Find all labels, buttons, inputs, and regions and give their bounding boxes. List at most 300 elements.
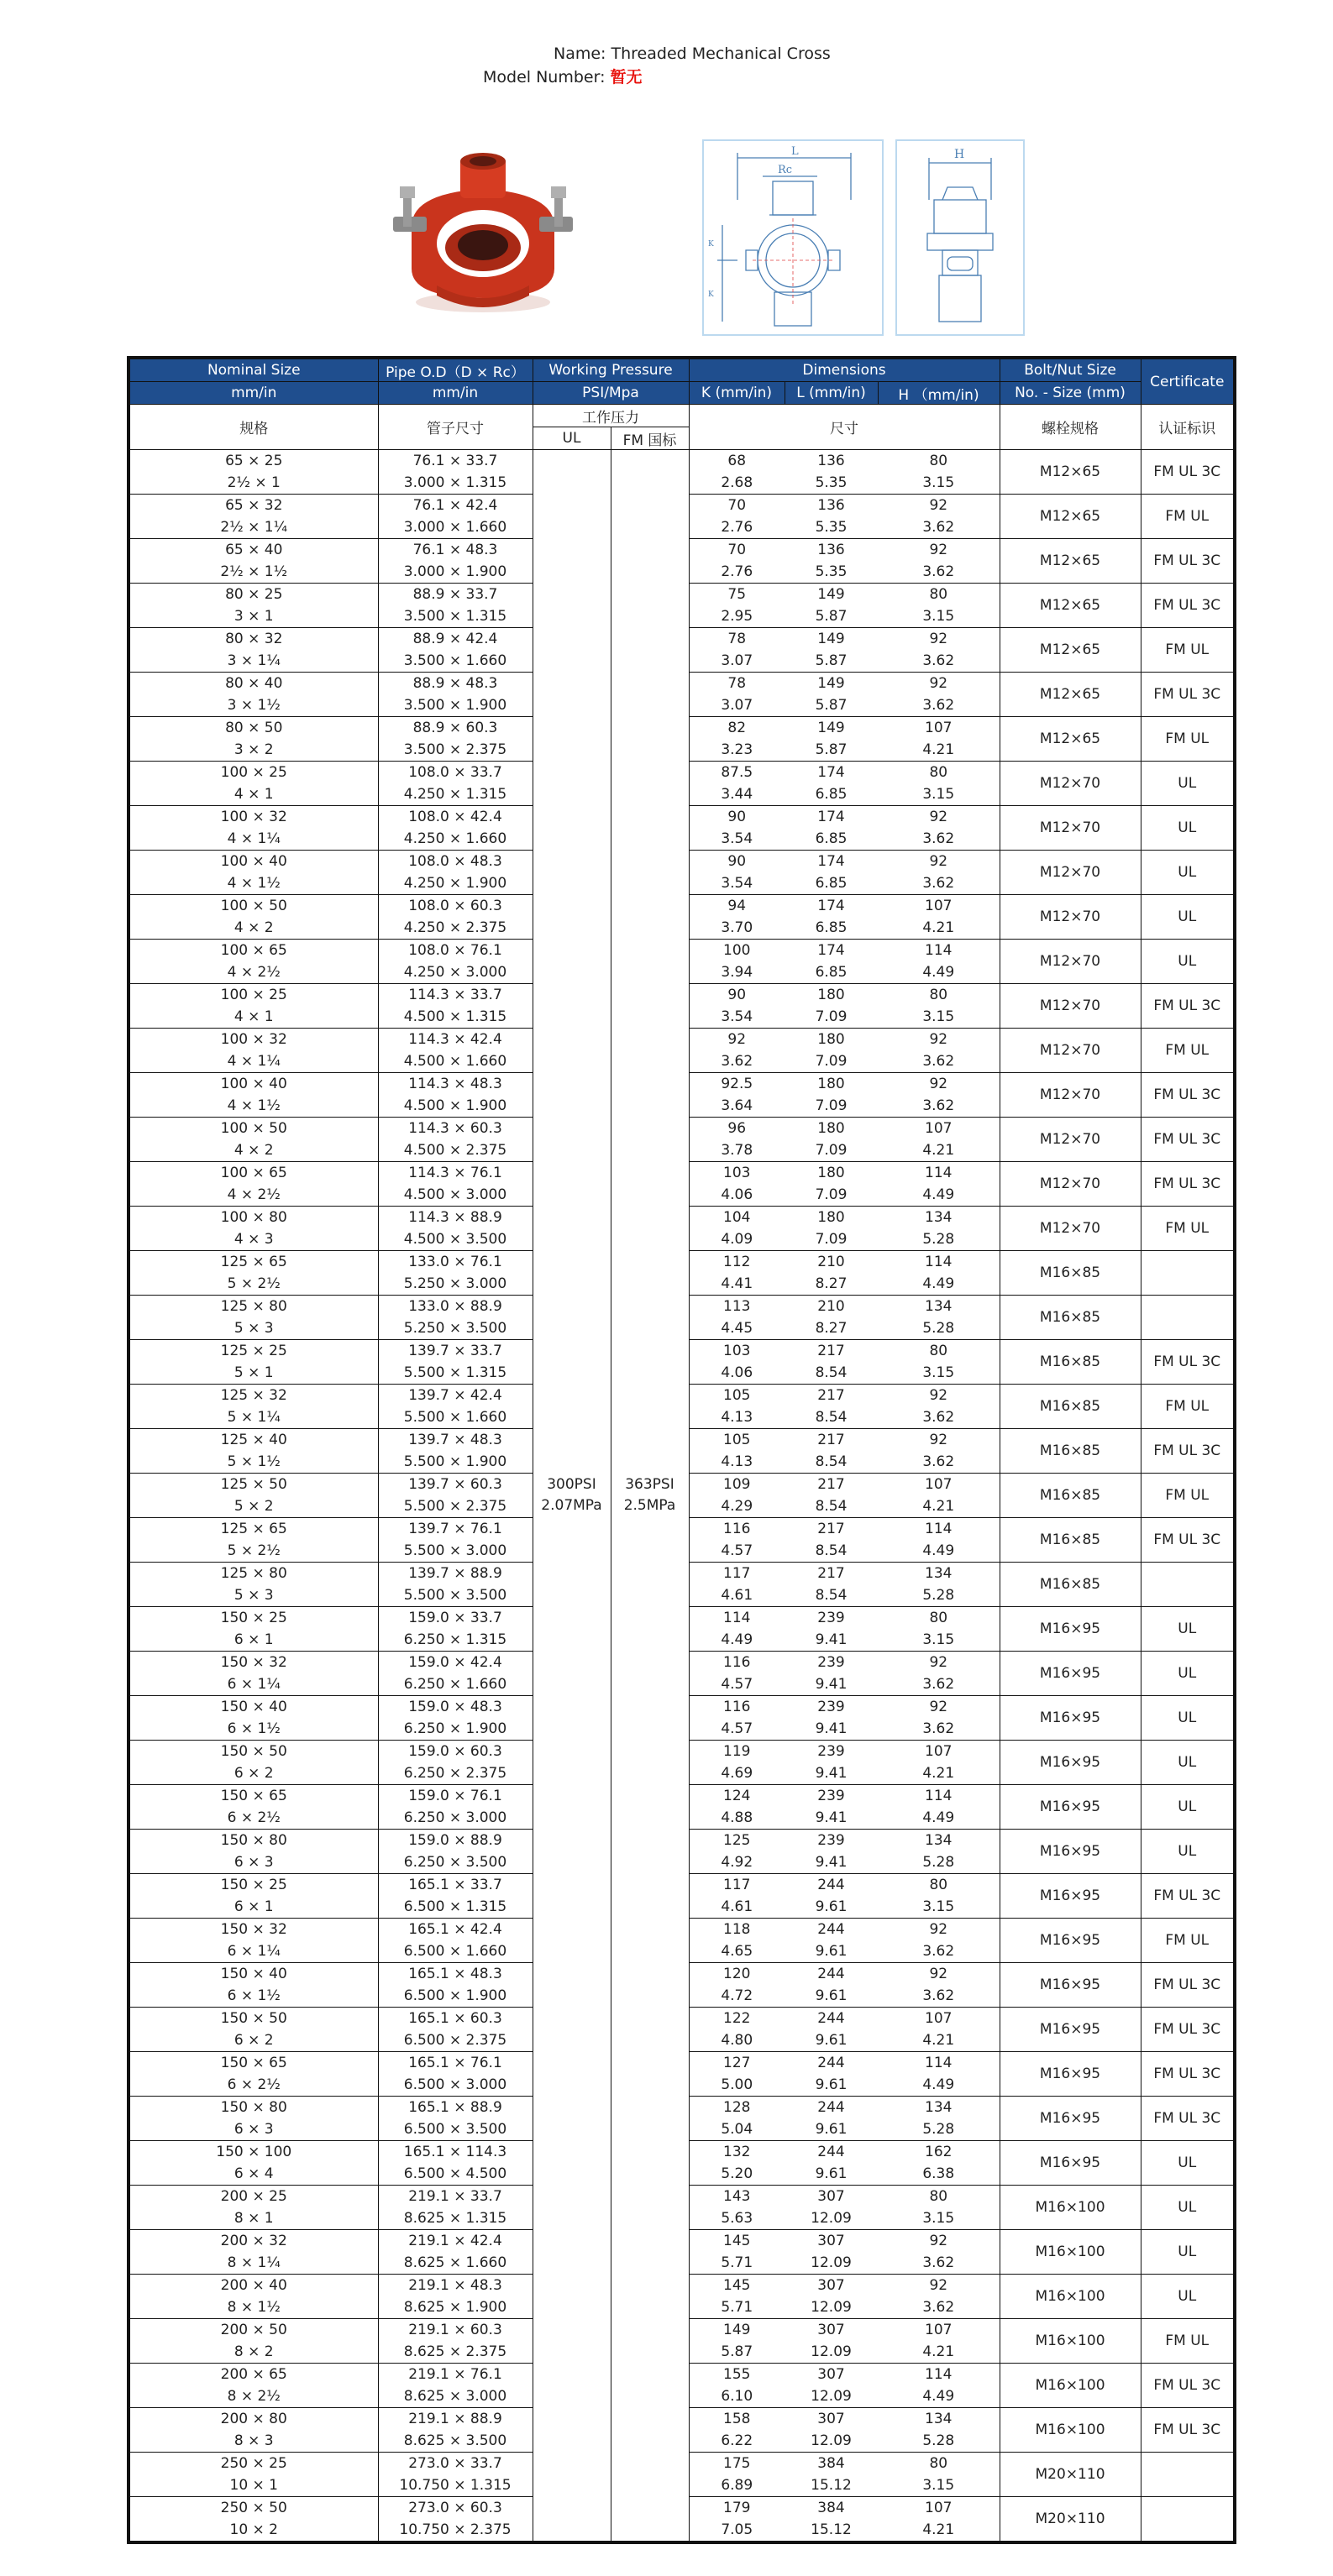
pipe-od-in: 4.250 × 1.900 [378,872,533,895]
bolt-size: M16×95 [1000,1741,1141,1785]
pipe-od-in: 4.500 × 1.315 [378,1006,533,1029]
pipe-od-mm: 114.3 × 88.9 [378,1207,533,1229]
dim-l-in: 8.54 [785,1362,878,1385]
pipe-od-in: 3.500 × 1.315 [378,605,533,628]
dim-l-mm: 244 [785,1874,878,1897]
bolt-size: M16×100 [1000,2319,1141,2364]
pipe-od-mm: 108.0 × 76.1 [378,940,533,962]
pipe-od-in: 3.500 × 1.900 [378,694,533,717]
pipe-od-mm: 108.0 × 48.3 [378,851,533,873]
dim-l-mm: 307 [785,2186,878,2208]
dim-l-mm: 174 [785,806,878,829]
dim-l-mm: 384 [785,2497,878,2520]
pipe-od-in: 6.250 × 2.375 [378,1762,533,1785]
pipe-od-mm: 273.0 × 33.7 [378,2453,533,2475]
th-pipe: Pipe O.D（D × Rc） [378,358,533,382]
dim-h-in: 4.21 [878,1495,1000,1518]
certificate [1141,1296,1235,1340]
dim-k-mm: 90 [689,851,785,873]
dim-l-mm: 149 [785,584,878,606]
nominal-mm: 100 × 25 [129,984,378,1007]
dim-k-in: 4.92 [689,1851,785,1874]
nominal-in: 3 × 1½ [129,694,378,717]
certificate: UL [1141,1830,1235,1874]
dim-h-mm: 114 [878,1785,1000,1808]
bolt-size: M16×85 [1000,1518,1141,1563]
dim-k-in: 4.61 [689,1584,785,1607]
nominal-mm: 150 × 25 [129,1874,378,1897]
th-pipe-unit: mm/in [378,382,533,405]
dim-l-in: 9.41 [785,1718,878,1741]
pipe-od-in: 8.625 × 1.660 [378,2252,533,2275]
certificate: UL [1141,2230,1235,2275]
certificate: FM UL [1141,1029,1235,1073]
pipe-od-mm: 159.0 × 60.3 [378,1741,533,1763]
dim-l-in: 12.09 [785,2430,878,2453]
nominal-in: 4 × 1¼ [129,828,378,851]
pipe-od-in: 6.500 × 1.900 [378,1985,533,2008]
dim-k-in: 4.57 [689,1673,785,1696]
pipe-od-in: 5.500 × 2.375 [378,1495,533,1518]
dim-k-in: 3.62 [689,1050,785,1073]
dim-h-in: 3.15 [878,783,1000,806]
pressure-ul-cell [533,450,611,2543]
dim-h-mm: 107 [878,895,1000,918]
dim-k-in: 4.61 [689,1896,785,1919]
dim-k-mm: 104 [689,1207,785,1229]
dim-h-in: 4.49 [878,961,1000,984]
dim-k-in: 5.71 [689,2296,785,2319]
dim-h-in: 4.21 [878,2519,1000,2542]
pipe-od-mm: 139.7 × 76.1 [378,1518,533,1541]
pipe-od-in: 5.250 × 3.000 [378,1273,533,1296]
bolt-size: M16×95 [1000,1874,1141,1919]
dim-l-in: 9.41 [785,1673,878,1696]
dim-l-mm: 217 [785,1385,878,1407]
dim-l-mm: 244 [785,1963,878,1986]
dim-h-in: 3.62 [878,1940,1000,1963]
pipe-od-mm: 108.0 × 33.7 [378,762,533,784]
certificate: FM UL 3C [1141,2408,1235,2453]
pipe-od-mm: 114.3 × 42.4 [378,1029,533,1051]
dim-h-mm: 92 [878,1963,1000,1986]
dim-h-in: 3.15 [878,2474,1000,2497]
dim-h-mm: 114 [878,940,1000,962]
dim-k-mm: 92.5 [689,1073,785,1096]
dim-k-mm: 120 [689,1963,785,1986]
pipe-od-in: 4.250 × 3.000 [378,961,533,984]
dim-k-mm: 117 [689,1563,785,1585]
pipe-od-in: 5.500 × 3.000 [378,1540,533,1563]
th-bolt: Bolt/Nut Size [1000,358,1141,382]
dim-h-mm: 80 [878,2186,1000,2208]
dim-k-in: 2.68 [689,472,785,495]
nominal-mm: 125 × 40 [129,1429,378,1452]
dim-l-in: 7.09 [785,1006,878,1029]
certificate: UL [1141,1607,1235,1652]
dim-h-mm: 134 [878,2097,1000,2119]
pipe-od-mm: 114.3 × 33.7 [378,984,533,1007]
dim-l-in: 7.09 [785,1184,878,1207]
dim-l-in: 8.54 [785,1451,878,1474]
dim-l-mm: 174 [785,895,878,918]
dim-l-in: 12.09 [785,2341,878,2364]
dim-k-mm: 105 [689,1385,785,1407]
certificate [1141,1251,1235,1296]
certificate: FM UL 3C [1141,450,1235,495]
dim-h-in: 3.62 [878,1718,1000,1741]
dim-k-in: 4.49 [689,1629,785,1652]
th-l: L (mm/in) [785,382,878,405]
nominal-mm: 200 × 65 [129,2364,378,2386]
nominal-mm: 100 × 32 [129,806,378,829]
nominal-mm: 100 × 25 [129,762,378,784]
pipe-od-mm: 165.1 × 60.3 [378,2008,533,2030]
pressure-ul-psi: 300PSI [547,1476,596,1493]
dim-l-in: 7.09 [785,1228,878,1251]
nominal-in: 6 × 3 [129,1851,378,1874]
dim-k-in: 4.69 [689,1762,785,1785]
bolt-size: M16×95 [1000,2097,1141,2141]
dim-l-mm: 307 [785,2364,878,2386]
dim-h-in: 6.38 [878,2163,1000,2186]
pipe-od-mm: 159.0 × 33.7 [378,1607,533,1630]
bolt-size: M12×65 [1000,450,1141,495]
dim-k-mm: 94 [689,895,785,918]
dim-h-mm: 107 [878,2319,1000,2342]
nominal-in: 5 × 2 [129,1495,378,1518]
dim-h-mm: 114 [878,2052,1000,2075]
nominal-in: 4 × 1½ [129,872,378,895]
dim-l-mm: 244 [785,1919,878,1941]
dim-l-in: 8.27 [785,1317,878,1340]
certificate: UL [1141,2275,1235,2319]
dim-l-mm: 136 [785,450,878,473]
pipe-od-mm: 165.1 × 42.4 [378,1919,533,1941]
dim-k-mm: 175 [689,2453,785,2475]
bolt-size: M20×110 [1000,2453,1141,2497]
dim-l-mm: 307 [785,2319,878,2342]
header-row-units [129,382,1235,405]
th-pipe-cn: 管子尺寸 [378,405,533,450]
nominal-in: 5 × 2½ [129,1540,378,1563]
dim-h-in: 5.28 [878,1584,1000,1607]
th-nominal-unit: mm/in [129,382,378,405]
pipe-od-in: 4.500 × 1.900 [378,1095,533,1118]
nominal-mm: 80 × 32 [129,628,378,651]
side-dimension-drawing [895,139,1025,336]
dim-k-in: 5.63 [689,2207,785,2230]
dim-h-mm: 114 [878,1251,1000,1274]
dim-label-k-lower: K [708,291,714,299]
dim-h-in: 3.62 [878,872,1000,895]
dim-h-mm: 80 [878,2453,1000,2475]
dim-k-in: 4.80 [689,2029,785,2052]
dim-k-in: 3.23 [689,739,785,762]
bolt-size: M16×85 [1000,1251,1141,1296]
dim-l-mm: 384 [785,2453,878,2475]
dim-k-mm: 127 [689,2052,785,2075]
dim-h-mm: 80 [878,1340,1000,1363]
nominal-mm: 100 × 40 [129,1073,378,1096]
nominal-in: 2½ × 1 [129,472,378,495]
dim-k-mm: 158 [689,2408,785,2431]
th-pressure-unit: PSI/Mpa [533,382,689,405]
dim-h-mm: 107 [878,2008,1000,2030]
dim-h-in: 3.15 [878,2207,1000,2230]
pipe-od-in: 5.500 × 3.500 [378,1584,533,1607]
pipe-od-in: 8.625 × 1.315 [378,2207,533,2230]
certificate: FM UL [1141,1919,1235,1963]
dim-l-in: 9.41 [785,1629,878,1652]
dim-l-mm: 180 [785,1029,878,1051]
nominal-mm: 150 × 50 [129,2008,378,2030]
dim-k-in: 5.20 [689,2163,785,2186]
bolt-size: M12×65 [1000,717,1141,762]
nominal-mm: 125 × 25 [129,1340,378,1363]
dim-k-in: 7.05 [689,2519,785,2542]
nominal-in: 4 × 2½ [129,961,378,984]
dim-h-in: 3.62 [878,828,1000,851]
bolt-size: M16×95 [1000,1919,1141,1963]
dim-k-in: 4.06 [689,1184,785,1207]
pipe-od-in: 6.500 × 1.315 [378,1896,533,1919]
dim-k-mm: 132 [689,2141,785,2164]
dim-l-in: 15.12 [785,2519,878,2542]
dim-k-in: 6.10 [689,2385,785,2408]
certificate: FM UL 3C [1141,1518,1235,1563]
dim-l-in: 7.09 [785,1050,878,1073]
pipe-od-in: 4.250 × 2.375 [378,917,533,940]
dim-k-mm: 90 [689,984,785,1007]
dim-k-in: 5.87 [689,2341,785,2364]
dim-h-in: 4.21 [878,739,1000,762]
dim-h-in: 4.21 [878,2341,1000,2364]
dim-k-in: 6.89 [689,2474,785,2497]
dim-h-in: 3.62 [878,1451,1000,1474]
dim-k-mm: 145 [689,2275,785,2297]
nominal-mm: 150 × 100 [129,2141,378,2164]
certificate: UL [1141,895,1235,940]
bolt-size: M16×85 [1000,1563,1141,1607]
nominal-mm: 65 × 40 [129,539,378,562]
pipe-od-in: 6.500 × 2.375 [378,2029,533,2052]
nominal-mm: 150 × 32 [129,1652,378,1674]
nominal-in: 8 × 1½ [129,2296,378,2319]
dim-label-rc: Rc [778,164,793,176]
bolt-size: M16×95 [1000,1607,1141,1652]
dim-l-mm: 136 [785,495,878,517]
dim-k-mm: 70 [689,539,785,562]
dim-h-in: 3.62 [878,2252,1000,2275]
nominal-mm: 150 × 40 [129,1696,378,1719]
pipe-od-in: 8.625 × 3.500 [378,2430,533,2453]
dim-k-mm: 125 [689,1830,785,1852]
certificate: FM UL 3C [1141,673,1235,717]
pipe-od-mm: 219.1 × 33.7 [378,2186,533,2208]
certificate: FM UL 3C [1141,984,1235,1029]
dim-l-mm: 239 [785,1696,878,1719]
nominal-mm: 125 × 80 [129,1296,378,1318]
dim-h-in: 5.28 [878,1851,1000,1874]
bolt-size: M16×100 [1000,2364,1141,2408]
dim-label-k-upper: K [708,240,714,249]
dim-h-in: 4.49 [878,1273,1000,1296]
dim-k-in: 5.04 [689,2118,785,2141]
certificate: FM UL [1141,628,1235,673]
bolt-size: M12×70 [1000,895,1141,940]
dim-k-mm: 143 [689,2186,785,2208]
dim-h-mm: 92 [878,1029,1000,1051]
dim-h-mm: 114 [878,1518,1000,1541]
dim-h-in: 3.15 [878,1006,1000,1029]
dim-h-in: 3.62 [878,516,1000,539]
bolt-size: M12×65 [1000,495,1141,539]
dim-k-in: 3.44 [689,783,785,806]
nominal-in: 10 × 2 [129,2519,378,2542]
nominal-mm: 100 × 32 [129,1029,378,1051]
dim-k-mm: 114 [689,1607,785,1630]
pipe-od-in: 4.250 × 1.660 [378,828,533,851]
bolt-size: M12×65 [1000,673,1141,717]
nominal-mm: 200 × 32 [129,2230,378,2253]
nominal-in: 4 × 1 [129,783,378,806]
dim-k-mm: 90 [689,806,785,829]
nominal-mm: 150 × 65 [129,1785,378,1808]
dim-h-mm: 107 [878,2497,1000,2520]
dim-h-mm: 134 [878,2408,1000,2431]
th-pressure: Working Pressure [533,358,689,382]
nominal-in: 2½ × 1½ [129,561,378,584]
pipe-od-in: 6.250 × 3.000 [378,1807,533,1830]
product-name-line [554,42,831,65]
pipe-od-mm: 219.1 × 60.3 [378,2319,533,2342]
nominal-mm: 125 × 65 [129,1518,378,1541]
dim-k-in: 4.13 [689,1406,785,1429]
nominal-mm: 125 × 80 [129,1563,378,1585]
dim-l-in: 9.41 [785,1807,878,1830]
certificate [1141,2497,1235,2543]
pipe-od-mm: 219.1 × 76.1 [378,2364,533,2386]
nominal-in: 8 × 2 [129,2341,378,2364]
dim-l-in: 5.35 [785,516,878,539]
dim-l-mm: 307 [785,2230,878,2253]
pipe-od-in: 8.625 × 3.000 [378,2385,533,2408]
nominal-mm: 200 × 50 [129,2319,378,2342]
pipe-od-in: 4.500 × 3.500 [378,1228,533,1251]
certificate: UL [1141,2186,1235,2230]
nominal-mm: 100 × 50 [129,1118,378,1140]
dim-k-in: 4.29 [689,1495,785,1518]
nominal-in: 6 × 1½ [129,1718,378,1741]
dim-l-in: 12.09 [785,2252,878,2275]
nominal-in: 6 × 2½ [129,1807,378,1830]
dim-k-in: 3.54 [689,828,785,851]
dim-k-mm: 92 [689,1029,785,1051]
dim-h-in: 5.28 [878,1317,1000,1340]
product-photo [386,143,580,336]
certificate: FM UL 3C [1141,2008,1235,2052]
dim-h-in: 3.15 [878,472,1000,495]
dim-l-in: 6.85 [785,783,878,806]
th-dimensions: Dimensions [689,358,1000,382]
pipe-od-in: 8.625 × 1.900 [378,2296,533,2319]
dim-k-mm: 78 [689,628,785,651]
pressure-ul-mpa: 2.07MPa [541,1497,602,1514]
pipe-od-in: 3.000 × 1.660 [378,516,533,539]
dim-l-in: 8.54 [785,1495,878,1518]
dim-h-mm: 92 [878,495,1000,517]
th-pressure-fm: FM 国标 [611,427,689,450]
dim-l-in: 12.09 [785,2385,878,2408]
dim-l-mm: 180 [785,984,878,1007]
dim-k-in: 4.06 [689,1362,785,1385]
model-value: 暂无 [610,68,643,86]
dim-l-in: 6.85 [785,828,878,851]
bolt-size: M12×65 [1000,628,1141,673]
dim-l-mm: 149 [785,673,878,695]
nominal-mm: 80 × 25 [129,584,378,606]
nominal-mm: 150 × 80 [129,2097,378,2119]
nominal-mm: 100 × 65 [129,940,378,962]
pipe-od-mm: 219.1 × 42.4 [378,2230,533,2253]
dim-k-in: 3.64 [689,1095,785,1118]
nominal-mm: 100 × 40 [129,851,378,873]
pipe-od-in: 6.500 × 3.000 [378,2074,533,2097]
certificate: UL [1141,1652,1235,1696]
dim-l-in: 6.85 [785,872,878,895]
dim-h-mm: 92 [878,2275,1000,2297]
nominal-in: 6 × 2 [129,1762,378,1785]
pipe-od-in: 5.500 × 1.315 [378,1362,533,1385]
certificate: FM UL 3C [1141,1118,1235,1162]
nominal-mm: 100 × 65 [129,1162,378,1185]
nominal-mm: 200 × 25 [129,2186,378,2208]
certificate: FM UL [1141,2319,1235,2364]
dim-k-in: 4.57 [689,1540,785,1563]
bolt-size: M12×70 [1000,806,1141,851]
pipe-od-in: 4.500 × 2.375 [378,1139,533,1162]
nominal-in: 4 × 1¼ [129,1050,378,1073]
dim-l-in: 9.61 [785,1940,878,1963]
bolt-size: M12×70 [1000,1118,1141,1162]
name-label: Name: [554,45,606,63]
dim-l-in: 9.61 [785,2118,878,2141]
dim-k-mm: 78 [689,673,785,695]
dim-k-mm: 116 [689,1652,785,1674]
pipe-od-mm: 165.1 × 114.3 [378,2141,533,2164]
dim-h-in: 3.62 [878,1673,1000,1696]
pipe-od-mm: 76.1 × 42.4 [378,495,533,517]
pipe-od-mm: 133.0 × 76.1 [378,1251,533,1274]
pipe-od-mm: 88.9 × 42.4 [378,628,533,651]
dim-label-l: L [791,145,799,158]
nominal-mm: 150 × 80 [129,1830,378,1852]
dim-h-mm: 92 [878,806,1000,829]
nominal-in: 4 × 2½ [129,1184,378,1207]
dim-l-in: 8.54 [785,1540,878,1563]
dim-label-h: H [954,148,965,161]
pipe-od-mm: 159.0 × 42.4 [378,1652,533,1674]
dim-l-in: 9.61 [785,1985,878,2008]
bolt-size: M16×95 [1000,1696,1141,1741]
dim-k-in: 4.13 [689,1451,785,1474]
dim-k-in: 3.70 [689,917,785,940]
certificate: FM UL 3C [1141,584,1235,628]
header-row-en [129,358,1235,382]
dim-k-in: 2.76 [689,516,785,539]
th-bolt-unit: No. - Size (mm) [1000,382,1141,405]
